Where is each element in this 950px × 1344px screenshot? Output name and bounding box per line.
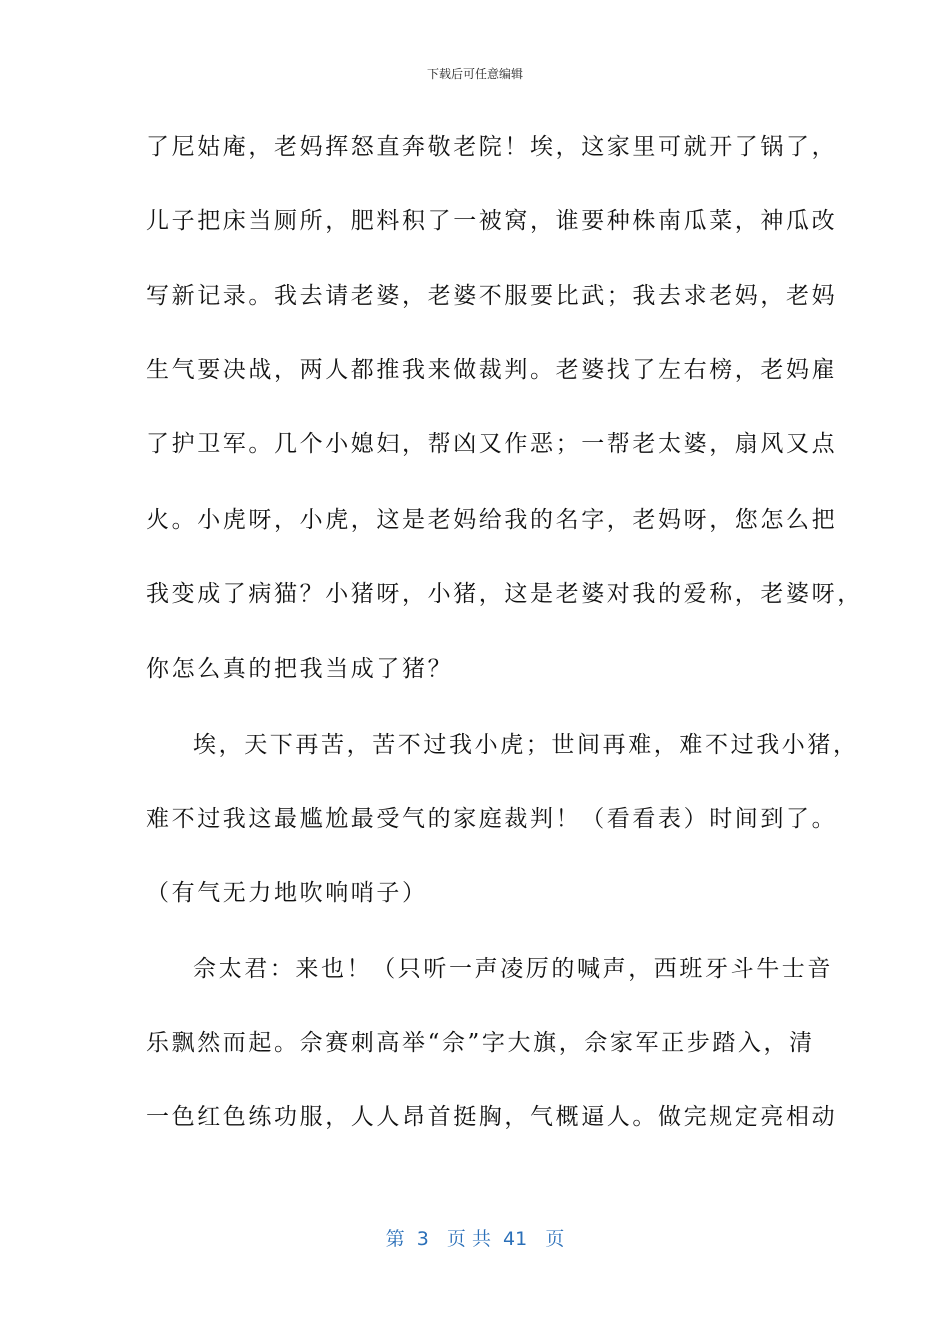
text-line: 乐飘然而起。佘赛刺高举“佘”字大旗，佘家军正步踏入，清	[146, 1030, 815, 1056]
text-line: 你怎么真的把我当成了猪？	[146, 656, 454, 682]
page-header-note: 下载后可任意编辑	[426, 67, 523, 81]
text-line: 写新记录。我去请老婆，老婆不服要比武；我去求老妈，老妈	[146, 283, 838, 309]
text-line: 生气要决战，两人都推我来做裁判。老婆找了左右榜，老妈雇	[146, 357, 838, 383]
text-line: 了护卫军。几个小媳妇，帮凶又作恶；一帮老太婆，扇风又点	[146, 431, 838, 457]
text-line: 儿子把床当厕所，肥料积了一被窝，谁要种株南瓜菜，神瓜改	[146, 208, 838, 234]
text-line: 埃，天下再苦，苦不过我小虎；世间再难，难不过我小猪，	[193, 732, 859, 758]
text-line: 了尼姑庵，老妈挥怒直奔敬老院！埃，这家里可就开了锅了，	[146, 134, 838, 160]
text-line: 我变成了病猫？小猪呀，小猪，这是老婆对我的爱称，老婆呀，	[146, 581, 863, 607]
text-line: 火。小虎呀，小虎，这是老妈给我的名字，老妈呀，您怎么把	[146, 507, 838, 533]
text-line: 难不过我这最尴尬最受气的家庭裁判！（看看表）时间到了。	[146, 806, 838, 832]
text-line: 佘太君：来也！（只听一声凌厉的喊声，西班牙斗牛士音	[193, 956, 833, 982]
text-line: 一色红色练功服，人人昂首挺胸，气概逼人。做完规定亮相动	[146, 1104, 838, 1130]
page-number-footer: 第 3 页 共 41 页	[385, 1228, 565, 1250]
text-line: （有气无力地吹响哨子）	[146, 880, 428, 906]
